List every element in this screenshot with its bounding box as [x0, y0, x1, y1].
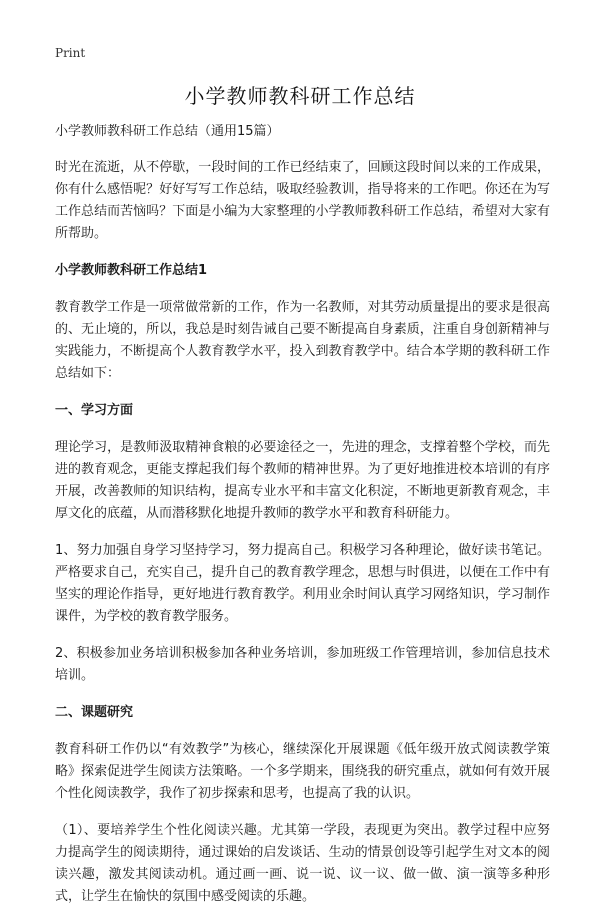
- section1-paragraph: 教育教学工作是一项常做常新的工作，作为一名教师，对其劳动质量提出的要求是很高的、无止境的，所以，我总是时刻告诫自己要不断提高自身素质，注重自身创新精神与实践能力，不断提高个人教育教学水平，投入到教育教学中。结合本学期的教科研工作总结如下：: [55, 300, 550, 381]
- research-paragraph: 教育科研工作仍以“有效教学”为核心，继续深化开展课题《低年级开放式阅读教学策略》探索促进学生阅读方法策略。一个多学期来，围绕我的研究重点，就如何有效开展个性化阅读教学，我作了初步探索和思考，也提高了我的认识。: [55, 742, 550, 801]
- study-item-2: 2、积极参加业务培训积极参加各种业务培训，参加班级工作管理培训，参加信息技术培训。: [55, 646, 550, 683]
- document-title: 小学教师教科研工作总结: [184, 84, 416, 108]
- heading-research: 二、课题研究: [55, 705, 134, 720]
- section-heading-1: 小学教师教科研工作总结1: [55, 263, 208, 278]
- print-link[interactable]: Print: [55, 46, 86, 60]
- document-body: [55, 121, 550, 923]
- research-item-1: （1）、要培养学生个性化阅读兴趣。尤其第一学段，表现更为突出。教学过程中应努力提高学生的阅读期待，通过课始的启发谈话、生动的情景创设等引起学生对文本的阅读兴趣，激发其阅读动机。通过画一画、说一说、议一议、做一做、演一演等多种形式，让学生在愉快的氛围中感受阅读的乐趣。: [55, 823, 550, 904]
- study-paragraph: 理论学习，是教师汲取精神食粮的必要途径之一，先进的理念，支撑着整个学校，而先进的教育观念，更能支撑起我们每个教师的精神世界。为了更好地推进校本培训的有序开展，改善教师的知识结构，提高专业水平和丰富文化积淀，不断地更新教育观念，丰厚文化的底蕴，从而潜移默化地提升教师的教学水平和教育科研能力。: [55, 440, 550, 521]
- heading-study: 一、学习方面: [55, 403, 134, 418]
- intro-paragraph: 时光在流逝，从不停歇，一段时间的工作已经结束了，回顾这段时间以来的工作成果，你有什么感悟呢？好好写写工作总结，吸取经验教训，指导将来的工作吧。你还在为写工作总结而苦恼吗？下面是小编为大家整理的小学教师教科研工作总结，希望对大家有所帮助。: [55, 160, 550, 241]
- study-item-1: 1、努力加强自身学习坚持学习，努力提高自己。积极学习各种理论，做好读书笔记。严格要求自己，充实自己，提升自己的教育教学理念，思想与时俱进，以便在工作中有坚实的理论作指导，更好地进行教育教学。利用业余时间认真学习网络知识，学习制作课件，为学校的教育教学服务。: [55, 543, 550, 624]
- document-subtitle: 小学教师教科研工作总结（通用15篇）: [55, 124, 280, 139]
